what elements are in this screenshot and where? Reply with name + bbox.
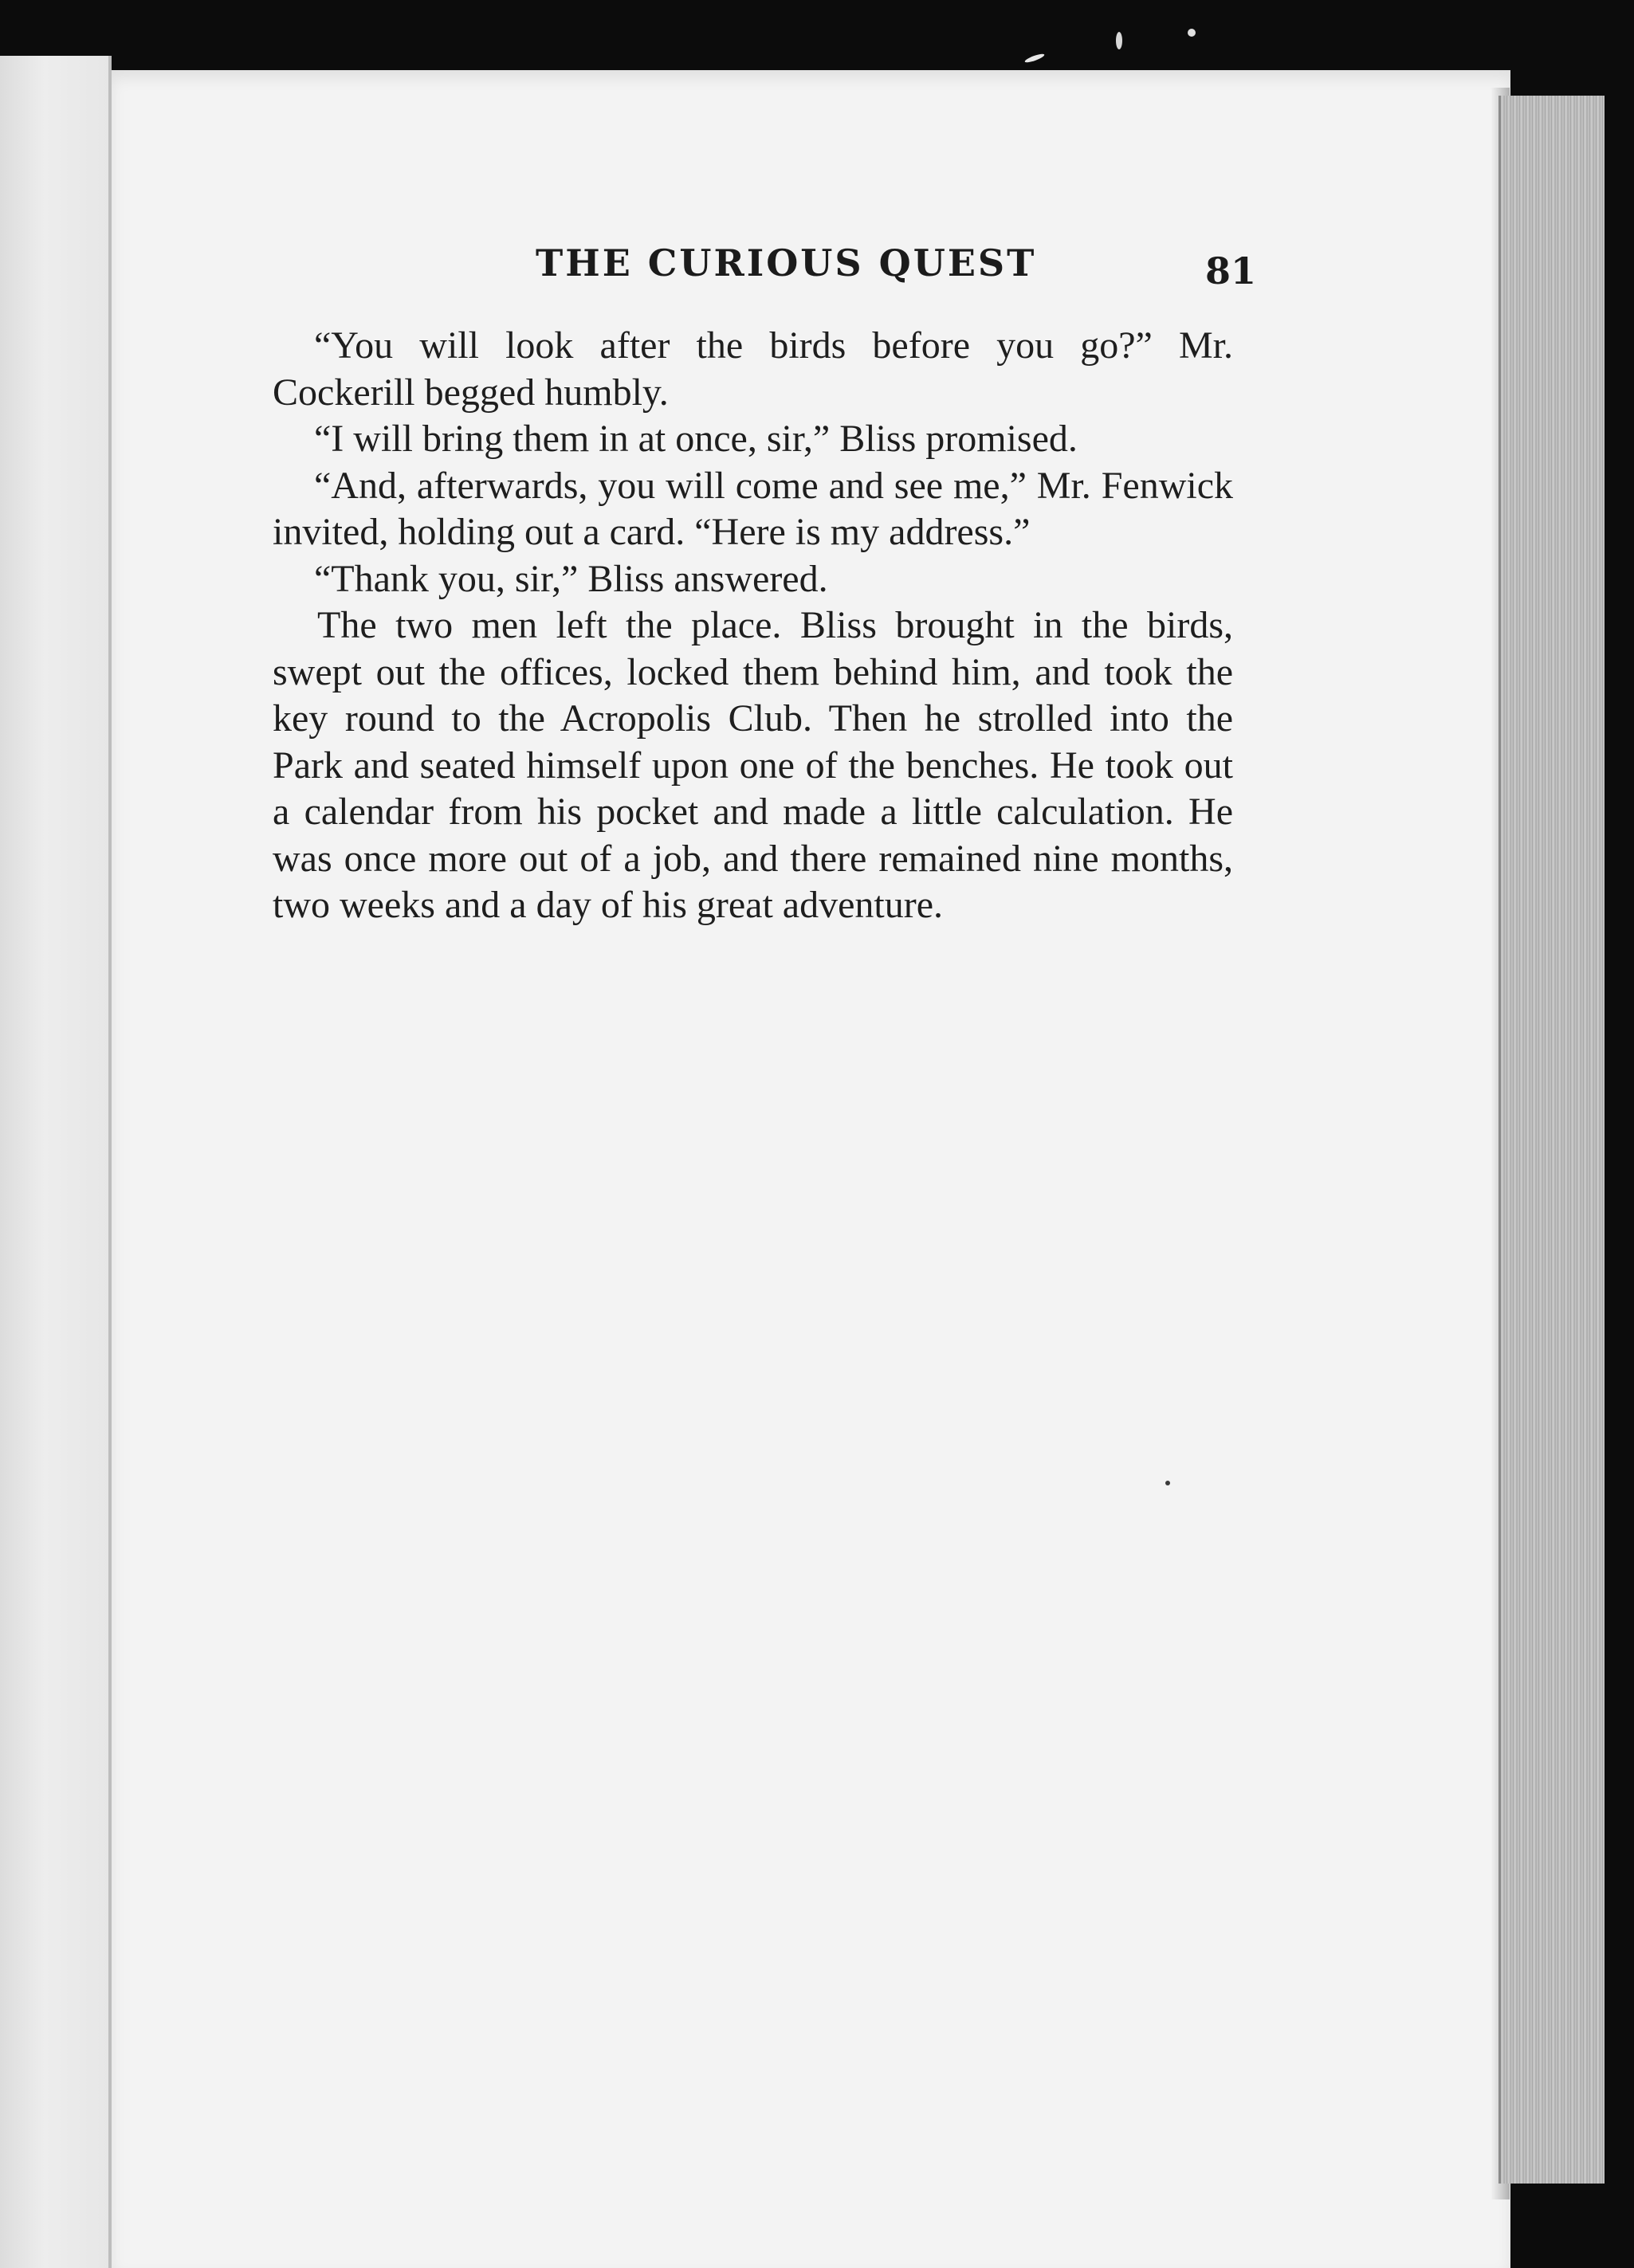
- page-block-edge: [1498, 96, 1605, 2184]
- body-text: [273, 323, 1233, 929]
- scan-speck: [1024, 53, 1045, 65]
- paragraph-2: “I will bring them in at once, sir,” Bliss promised.: [314, 418, 1078, 460]
- paragraph-5: The two men left the place. Bliss brought in the birds, swept out the offices, locked them behind him, and took the key round to the Acropolis Club. Then he strolled into the Park and seated himself upon one of the benches. He took out a calendar from his pocket and made a little calculation. He was once more out of a job, and there remained nine months, two weeks and a day of his great adventure.: [273, 604, 1233, 926]
- paragraph-4: “Thank you, sir,” Bliss answered.: [314, 557, 828, 600]
- scan-speck: [1165, 1481, 1170, 1485]
- previous-page-edge: [0, 56, 112, 2268]
- paragraph-1: “You will look after the birds before you go?” Mr. Cockerill begged humbly.: [273, 324, 1233, 414]
- running-head: THE CURIOUS QUEST: [536, 241, 1037, 284]
- page-number: 81: [1205, 249, 1257, 292]
- paragraph-3: “And, afterwards, you will come and see me,” Mr. Fenwick invited, holding out a card. “Here is my address.”: [273, 464, 1233, 553]
- scan-speck: [1188, 29, 1196, 37]
- scan-speck: [1116, 32, 1122, 49]
